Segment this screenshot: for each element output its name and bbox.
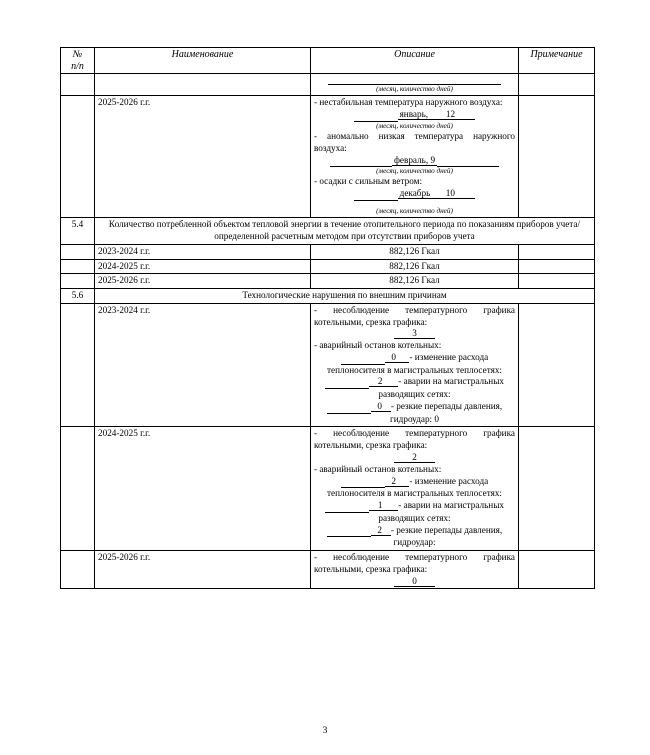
cell-title-5-4: Количество потребленной объектом тепловой энергии в течение отопительного периода по показаниям приборов учета/определенной расчетным методом при отсутствии приборов учета	[95, 218, 595, 245]
header-cell-number	[61, 48, 95, 74]
data-table	[60, 47, 595, 589]
cell-number-empty-8	[61, 551, 95, 589]
value-accidents-a-num: 0	[371, 401, 391, 412]
cell-note-empty-6	[519, 303, 595, 427]
february-value: февраль, 9	[393, 154, 436, 165]
lead-left-december	[354, 188, 398, 201]
december-label: декабрь	[399, 188, 431, 199]
table-row-gcal-2024	[61, 259, 595, 274]
value-flow-a	[314, 376, 515, 401]
cell-year-2023-2024-b: 2023-2024 г.г.	[95, 303, 311, 427]
value-boiler-stop-a	[314, 352, 515, 377]
cell-number-empty-2	[61, 96, 95, 218]
table-row-section-5-6	[61, 289, 595, 304]
cell-note-empty-7	[519, 427, 595, 551]
cell-number-5-6: 5.6	[61, 289, 95, 304]
cell-number-empty-3	[61, 244, 95, 259]
desc-schedule-violation-a: - несоблюдение температурного графика котельными, срезка графика:	[314, 304, 515, 327]
cell-number-empty-4	[61, 259, 95, 274]
table-row-continued	[61, 74, 595, 96]
value-schedule-b-num: 2	[394, 452, 435, 463]
desc-schedule-violation-b: - несоблюдение температурного графика котельными, срезка графика:	[314, 428, 515, 451]
header-number-line1: №	[72, 49, 83, 60]
january-label: январь,	[399, 108, 429, 119]
caption-month-days-3: (месяц, количество дней)	[376, 207, 453, 216]
cell-description-weather	[311, 96, 519, 218]
header-cell-note: Примечание	[519, 48, 595, 74]
lead-acc-b	[327, 525, 371, 538]
value-boiler-stop-b	[314, 476, 515, 501]
cell-number-empty-7	[61, 427, 95, 551]
value-schedule-c-num: 0	[394, 576, 435, 587]
lead-right-february	[437, 155, 499, 168]
desc-boiler-stop-b: - аварийный останов котельных:	[314, 463, 442, 474]
table-row-violations-2024-2025	[61, 427, 595, 551]
value-schedule-b	[314, 452, 515, 464]
cell-value-gcal-2024: 882,126 Гкал	[311, 259, 519, 274]
cell-note-empty	[519, 74, 595, 96]
desc-abnormal-low-temp: - аномально низкая температура наружного воздуха:	[314, 130, 515, 153]
header-cell-description: Описание	[311, 48, 519, 74]
january-days: 12	[430, 109, 475, 120]
value-boiler-stop-b-num: 2	[385, 476, 410, 487]
lead-boiler-a	[341, 352, 385, 365]
cell-number-empty	[61, 74, 95, 96]
cell-year-2025-2026: 2025-2026 г.г.	[95, 96, 311, 218]
cell-description-violations-2024	[311, 427, 519, 551]
desc-pressure-a: - резкие перепады давления, гидроудар: 0	[389, 400, 503, 424]
caption-month-days-1: (месяц, количество дней)	[376, 121, 453, 130]
desc-schedule-violation-c: - несоблюдение температурного графика котельными, срезка графика:	[314, 552, 515, 574]
table-row-violations-2025-2026	[61, 551, 595, 589]
page-number: 3	[322, 726, 328, 736]
lead-boiler-b	[341, 476, 385, 489]
cell-number-empty-6	[61, 303, 95, 427]
table-row-violations-2023-2024	[61, 303, 595, 427]
value-schedule-c	[314, 576, 515, 588]
cell-year-2024-2025-a: 2024-2025 г.г.	[95, 259, 311, 274]
value-accidents-b	[314, 525, 515, 550]
desc-boiler-stop-a: - аварийный останов котельных:	[314, 340, 442, 351]
desc-flow-change-b: - изменение расхода теплоносителя в магистральных теплосетях:	[327, 475, 502, 499]
cell-description-violations-2023	[311, 303, 519, 427]
value-december	[314, 188, 515, 201]
cell-note-empty-2	[519, 96, 595, 218]
table-row-gcal-2023	[61, 244, 595, 259]
cell-name-empty	[95, 74, 311, 96]
desc-precipitation-wind: - осадки с сильным ветром:	[314, 176, 423, 187]
cell-note-empty-8	[519, 551, 595, 589]
desc-accidents-a: - аварии на магистральных разводящих сетях:	[378, 376, 504, 400]
fill-in-blank-line	[328, 75, 501, 85]
desc-accidents-b: - аварии на магистральных разводящих сетях:	[378, 500, 504, 523]
lead-acc-a	[327, 401, 371, 414]
cell-description-violations-2025	[311, 551, 519, 589]
table-row-2025-2026-temperature	[61, 96, 595, 218]
cell-value-gcal-2025: 882,126 Гкал	[311, 274, 519, 289]
cell-year-2024-2025-b: 2024-2025 г.г.	[95, 427, 311, 551]
desc-flow-change-a: - изменение расхода теплоносителя в магистральных теплосетях:	[327, 351, 502, 375]
cell-year-2025-2026-b: 2025-2026 г.г.	[95, 551, 311, 589]
cell-year-2023-2024-a: 2023-2024 г.г.	[95, 244, 311, 259]
value-schedule-a-num: 3	[394, 328, 435, 339]
caption-month-days-2: (месяц, количество дней)	[376, 167, 453, 176]
lead-left-february	[330, 155, 392, 168]
table-row-gcal-2025	[61, 274, 595, 289]
december-days: 10	[432, 188, 475, 199]
header-number-line2: п/п	[71, 60, 84, 72]
cell-note-empty-3	[519, 244, 595, 259]
lead-flow-b	[325, 500, 369, 513]
cell-value-gcal-2023: 882,126 Гкал	[311, 244, 519, 259]
value-flow-b-num: 1	[369, 500, 398, 511]
cell-number-empty-5	[61, 274, 95, 289]
value-january	[314, 109, 515, 122]
cell-note-empty-5	[519, 274, 595, 289]
cell-description-continued	[311, 74, 519, 96]
lead-flow-a	[325, 376, 369, 389]
caption-month-days: (месяц, количество дней)	[376, 85, 453, 93]
value-flow-a-num: 2	[369, 376, 398, 387]
value-accidents-b-num: 2	[371, 525, 391, 536]
value-flow-b	[314, 500, 515, 525]
value-schedule-a	[314, 328, 515, 340]
cell-number-5-4: 5.4	[61, 218, 95, 245]
cell-year-2025-2026-a: 2025-2026 г.г.	[95, 274, 311, 289]
value-accidents-a	[314, 401, 515, 426]
lead-left-january	[354, 109, 398, 122]
value-boiler-stop-a-num: 0	[385, 352, 410, 363]
cell-title-5-6: Технологические нарушения по внешним причинам	[95, 289, 595, 304]
table-row-section-5-4	[61, 218, 595, 245]
header-cell-name: Наименование	[95, 48, 311, 74]
desc-pressure-b: - резкие перепады давления, гидроудар:	[390, 524, 503, 548]
table-header-row	[61, 48, 595, 74]
value-february	[314, 155, 515, 168]
desc-unstable-temp: - нестабильная температура наружного воздуха:	[314, 97, 503, 108]
cell-note-empty-4	[519, 259, 595, 274]
